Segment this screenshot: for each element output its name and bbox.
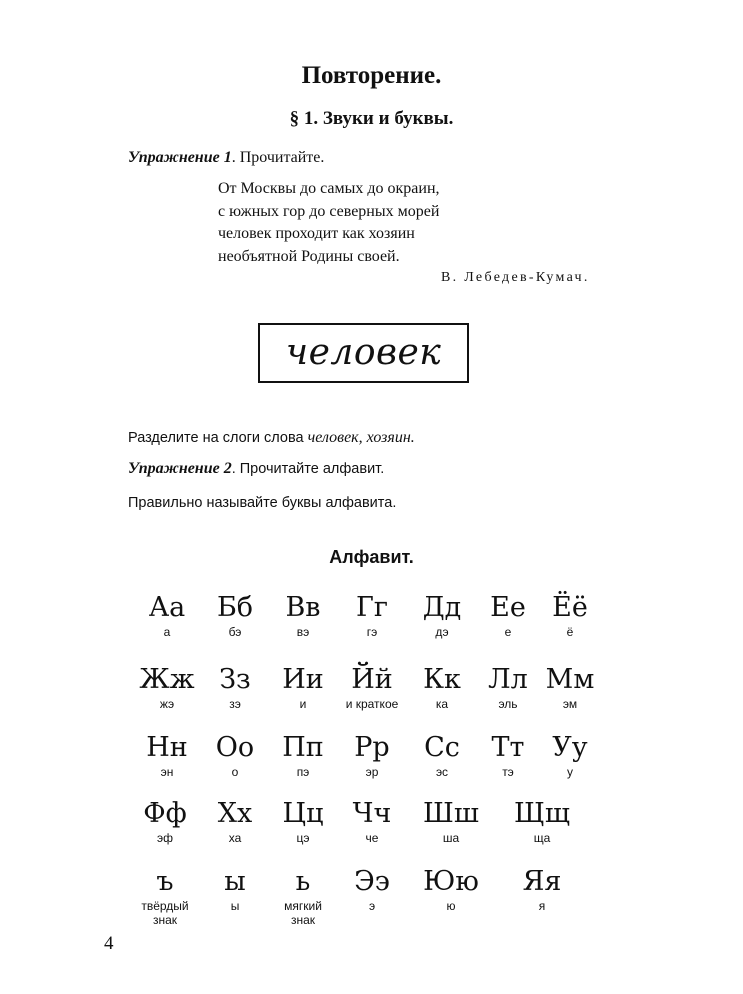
alphabet-letter-name: о (231, 765, 239, 779)
alphabet-letter-name: эн (160, 765, 174, 779)
alphabet-letter-name: тэ (502, 765, 514, 779)
alphabet-letter: Кк (423, 664, 461, 695)
alphabet-letter-name: гэ (366, 625, 378, 639)
exercise-2-instruction: . Прочитайте алфавит. (231, 461, 385, 477)
alphabet-letter-name: вэ (296, 625, 310, 639)
alphabet-letter-name: ха (228, 831, 242, 845)
alphabet-letter-name: ща (533, 831, 551, 845)
syllable-task (128, 429, 415, 447)
alphabet-letter: Уу (552, 732, 588, 763)
poem-author: В. Лебедев-Кумач. (441, 270, 590, 285)
alphabet-letter-name: ы (230, 899, 240, 913)
alphabet-letter-name: ка (435, 697, 449, 711)
poem-line: От Москвы до самых до окраин, (218, 180, 440, 197)
alphabet-letter: Оо (215, 732, 255, 763)
alphabet-cell (520, 733, 620, 779)
alphabet-letter-name: и (299, 697, 307, 711)
alphabet-letter-name: и краткое (345, 697, 399, 711)
alphabet-letter: Хх (217, 798, 253, 829)
alphabet-letter-name: эр (365, 765, 379, 779)
alphabet-cell (401, 799, 501, 845)
alphabet-letter: Нн (146, 732, 188, 763)
poem-line: необъятной Родины своей. (218, 247, 400, 265)
page-title: Повторение. (301, 62, 442, 89)
alphabet-cell (520, 665, 620, 711)
alphabet-letter: Ее (490, 592, 526, 623)
alphabet-letter-name: твёрдый знак (141, 899, 189, 927)
alphabet-letter: Гг (355, 592, 389, 623)
alphabet-letter-name: бэ (228, 625, 242, 639)
word-box-text: человек (285, 332, 442, 373)
exercise-1 (128, 149, 324, 167)
alphabet-cell (492, 867, 592, 913)
alphabet-cell (492, 799, 592, 845)
word-box (258, 323, 469, 383)
exercise-2 (128, 460, 384, 478)
exercise-1-instruction: . Прочитайте. (231, 149, 325, 166)
alphabet-letter-name: эф (157, 831, 173, 845)
alphabet-letter: Юю (423, 866, 479, 897)
alphabet-letter-name: а (163, 625, 171, 639)
alphabet-letter-name: эс (435, 765, 449, 779)
alphabet-letter-name: зэ (229, 697, 241, 711)
poem-line: человек проходит как хозяин (218, 225, 415, 242)
alphabet-letter: ь (295, 866, 311, 897)
alphabet-letter-name: э (368, 899, 376, 913)
alphabet-letter: Ёё (552, 592, 588, 623)
alphabet-letter: Яя (522, 866, 562, 897)
poem-line: с южных гор до северных морей (218, 202, 440, 220)
syllable-task-words: человек, хозяин. (307, 429, 415, 446)
syllable-task-prefix: Разделите на слоги слова (128, 430, 308, 446)
page-number: 4 (104, 933, 114, 954)
alphabet-letter-name: у (567, 765, 573, 779)
alphabet-letter: Вв (285, 592, 321, 623)
alphabet-letter: Рр (354, 732, 390, 763)
alphabet-title: Алфавит. (329, 547, 414, 567)
alphabet-letter: Тт (491, 732, 525, 763)
alphabet-letter: Бб (216, 592, 254, 623)
alphabet-letter-name: е (504, 625, 512, 639)
alphabet-letter-name: пэ (296, 765, 310, 779)
alphabet-letter-name: я (538, 899, 546, 913)
alphabet-letter: Жж (139, 664, 195, 695)
alphabet-letter: Зз (219, 664, 251, 695)
alphabet-letter-name: ю (446, 899, 456, 913)
alphabet-letter: Мм (545, 664, 595, 695)
alphabet-note: Правильно называйте буквы алфавита. (128, 495, 397, 511)
alphabet-letter: Шш (423, 798, 479, 829)
exercise-2-label: Упражнение 2 (128, 460, 232, 477)
alphabet-letter: Сс (424, 732, 460, 763)
section-heading: § 1. Звуки и буквы. (289, 108, 454, 129)
alphabet-letter: Лл (488, 664, 528, 695)
alphabet-letter: Чч (352, 798, 392, 829)
alphabet-letter: Цц (282, 798, 324, 829)
alphabet-letter-name: цэ (296, 831, 310, 845)
poem (218, 178, 440, 268)
alphabet-letter: Пп (282, 732, 324, 763)
alphabet-letter: Дд (422, 592, 462, 623)
alphabet-letter-name: ё (566, 625, 574, 639)
alphabet-letter: Ии (282, 664, 324, 695)
alphabet-letter: Аа (148, 592, 186, 623)
alphabet-letter: Йй (351, 664, 393, 695)
alphabet-letter: ы (224, 866, 246, 897)
alphabet-cell (520, 593, 620, 639)
alphabet-letter: Щщ (514, 798, 570, 829)
alphabet-letter-name: ша (442, 831, 460, 845)
alphabet-letter-name: эм (562, 697, 578, 711)
alphabet-cell (401, 867, 501, 913)
alphabet-letter-name: жэ (159, 697, 175, 711)
alphabet-letter-name: че (365, 831, 379, 845)
alphabet-letter: Фф (143, 798, 187, 829)
exercise-1-label: Упражнение 1 (128, 149, 232, 166)
alphabet-letter-name: мягкий знак (284, 899, 322, 927)
alphabet-letter: ъ (156, 866, 174, 897)
alphabet-letter-name: дэ (435, 625, 449, 639)
alphabet-letter: Ээ (354, 866, 390, 897)
alphabet-letter-name: эль (498, 697, 518, 711)
